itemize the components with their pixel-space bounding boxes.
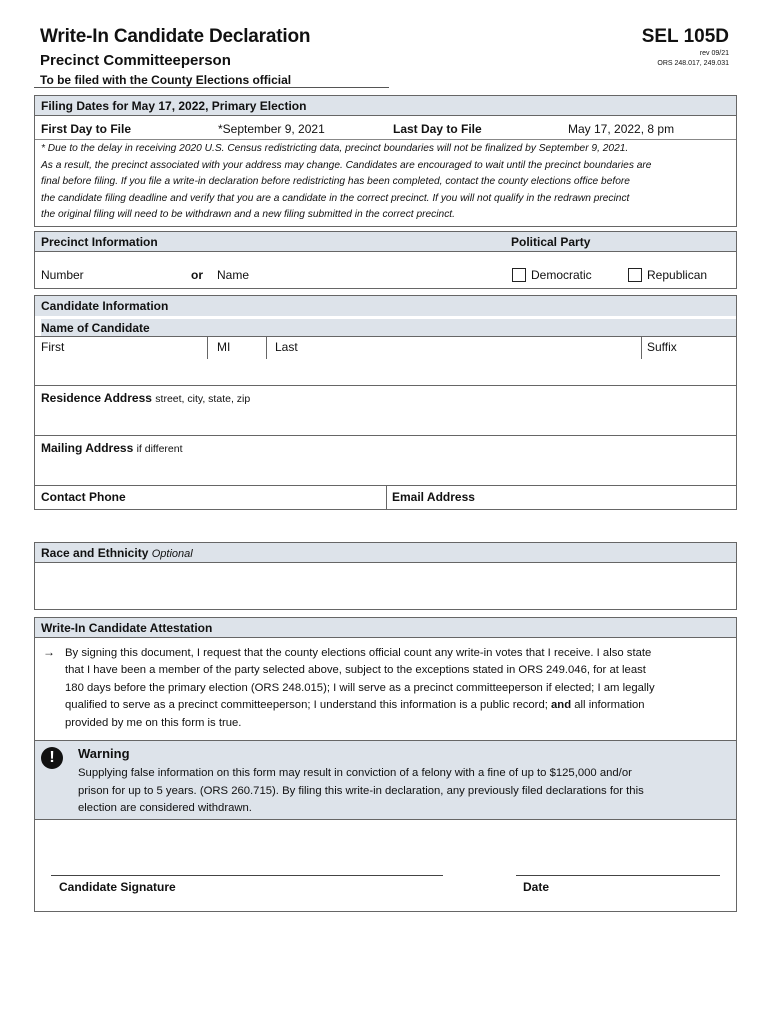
revision-date: rev 09/21: [699, 50, 729, 57]
title-rule: [34, 87, 389, 88]
republican-label: Republican: [647, 268, 708, 282]
democratic-label: Democratic: [531, 268, 592, 282]
middle-initial-field[interactable]: MI: [217, 340, 231, 354]
last-day-value: May 17, 2022, 8 pm: [568, 122, 675, 136]
signature-label: Candidate Signature: [59, 880, 176, 894]
redistricting-note: * Due to the delay in receiving 2020 U.S. Census redistricting data, precinct boundaries will not be finalized by September 9, 2021. As a result, the precinct associated with your address may change. Candidates are encouraged to wait until the precinct boundaries are final before filing. If you file a write-in declaration before redistricting has been completed, contact the county elections office before the candidate filing deadline and verify that you are a candidate in the correct precinct. If you will not qualify in the redrawn precinct the original filing will need to be withdrawn and a new filing submitted in the correct precinct.: [41, 143, 652, 221]
form-subtitle: Precinct Committeeperson: [40, 52, 231, 69]
warning-title: Warning: [78, 746, 130, 761]
form-title: Write-In Candidate Declaration: [40, 26, 311, 47]
race-heading: Race and Ethnicity Optional: [35, 543, 736, 563]
suffix-field[interactable]: Suffix: [647, 340, 677, 354]
filing-dates-heading: Filing Dates for May 17, 2022, Primary Election: [35, 96, 736, 116]
precinct-number-field[interactable]: Number: [41, 268, 84, 282]
filed-with-note: To be filed with the County Elections official: [40, 73, 292, 87]
residence-address-field[interactable]: Residence Address street, city, state, zip: [41, 391, 251, 405]
warning-icon: !: [41, 747, 63, 769]
attestation-section: [34, 617, 737, 912]
arrow-icon: →: [43, 645, 55, 659]
email-address-field[interactable]: Email Address: [392, 490, 475, 504]
last-name-field[interactable]: Last: [275, 340, 298, 354]
race-section: [34, 542, 737, 610]
date-label: Date: [523, 880, 550, 894]
ors-reference: ORS 248.017, 249.031: [657, 60, 729, 67]
candidate-heading: Candidate Information: [35, 296, 736, 316]
precinct-heading: Precinct Information Political Party: [35, 232, 736, 252]
date-line[interactable]: [516, 875, 720, 876]
or-label: or: [191, 268, 203, 282]
first-day-value: *September 9, 2021: [218, 122, 325, 136]
mailing-address-field[interactable]: Mailing Address if different: [41, 441, 183, 455]
filing-dates-section: [34, 95, 737, 227]
name-of-candidate-label: Name of Candidate: [41, 319, 736, 337]
precinct-section: [34, 231, 737, 289]
first-day-label: First Day to File: [41, 122, 132, 136]
candidate-section: [34, 295, 737, 510]
first-name-field[interactable]: First: [41, 340, 65, 354]
attestation-text: By signing this document, I request that the county elections official count any write-in votes that I receive. I also state that I have been a member of the party selected above, subject to the exceptions stated in ORS 249.046, for at least 180 days before the primary election (ORS 248.015); I will serve as a precinct committeeperson if elected; I am legally qualified to serve as a precinct committeeperson; I understand this information is a public record; and all information provided by me on this form is true.: [65, 647, 655, 729]
precinct-name-field[interactable]: Name: [217, 268, 250, 282]
warning-box: [35, 740, 736, 820]
signature-line[interactable]: [51, 875, 443, 876]
race-ethnicity-field[interactable]: [35, 564, 736, 609]
form-number: SEL 105D: [641, 26, 729, 47]
democratic-checkbox[interactable]: [512, 268, 526, 282]
party-heading: Political Party: [511, 235, 591, 249]
last-day-label: Last Day to File: [393, 122, 482, 136]
republican-checkbox[interactable]: [628, 268, 642, 282]
contact-phone-field[interactable]: Contact Phone: [41, 490, 126, 504]
attestation-heading: Write-In Candidate Attestation: [35, 618, 736, 638]
warning-text: Supplying false information on this form may result in conviction of a felony with a fine of up to $125,000 and/or prison for up to 5 years. (ORS 260.715). By filing this write-in declaration, any previously filed declarations for this election are considered withdrawn.: [78, 767, 644, 815]
